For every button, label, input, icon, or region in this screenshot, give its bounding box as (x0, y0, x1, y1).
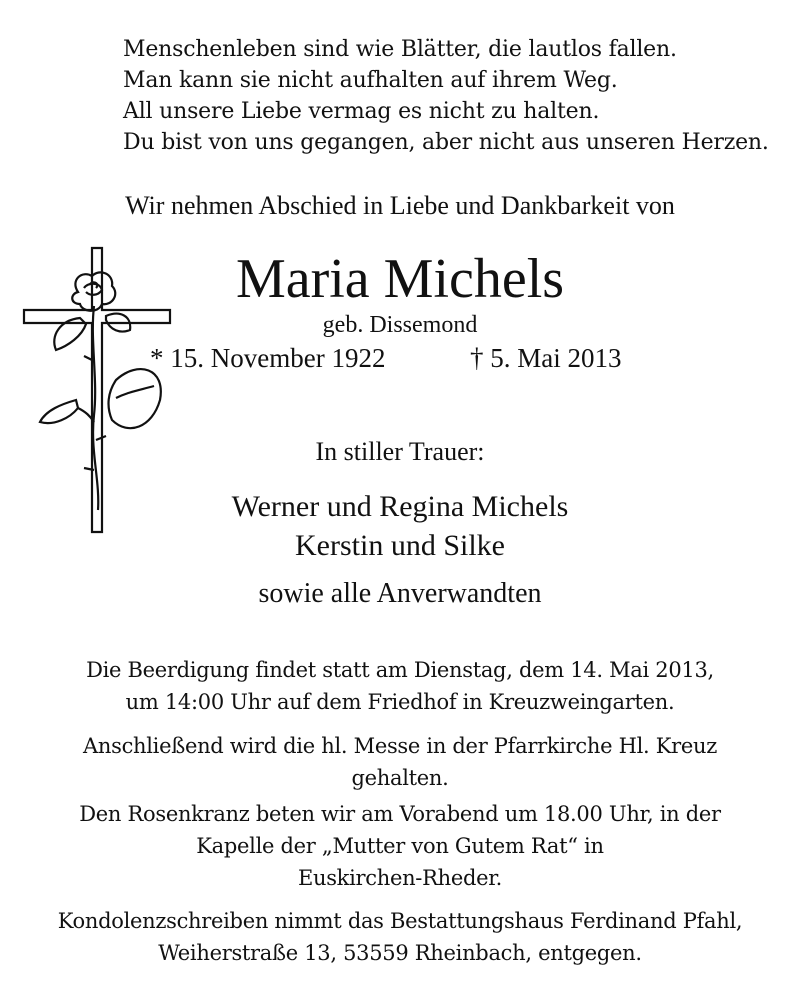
poem-line: All unsere Liebe vermag es nicht zu halten. (123, 99, 600, 124)
rosary-info (0, 798, 800, 894)
deceased-name: Maria Michels (235, 248, 565, 310)
mass-info-line: gehalten. (351, 766, 449, 790)
poem (123, 34, 769, 158)
relatives-line: sowie alle Anverwandten (258, 578, 542, 609)
rosary-info-line: Den Rosenkranz beten wir am Vorabend um 18.00 Uhr, in der (79, 802, 721, 826)
poem-line: Du bist von uns gegangen, aber nicht aus unseren Herzen. (123, 130, 769, 155)
family-line-1: Werner und Regina Michels (231, 490, 569, 523)
funeral-info-line: um 14:00 Uhr auf dem Friedhof in Kreuzweingarten. (125, 690, 675, 714)
condolence-info-line: Kondolenzschreiben nimmt das Bestattungshaus Ferdinand Pfahl, (57, 909, 743, 933)
poem-line: Man kann sie nicht aufhalten auf ihrem Weg. (123, 68, 618, 93)
funeral-info-line: Die Beerdigung findet statt am Dienstag, dem 14. Mai 2013, (86, 658, 714, 682)
birth-date: * 15. November 1922 (150, 343, 386, 373)
rosary-info-line: Kapelle der „Mutter von Gutem Rat“ in (196, 834, 604, 858)
mass-info (0, 730, 800, 794)
condolence-info-line: Weiherstraße 13, 53559 Rheinbach, entgegen. (158, 941, 642, 965)
family-line-2: Kerstin und Silke (295, 529, 505, 562)
funeral-info (0, 654, 800, 718)
mourning-heading: In stiller Trauer: (315, 437, 485, 466)
death-date: † 5. Mai 2013 (470, 343, 622, 373)
farewell-text: Wir nehmen Abschied in Liebe und Dankbarkeit von (125, 191, 675, 220)
rosary-info-line: Euskirchen-Rheder. (297, 866, 503, 890)
maiden-name: geb. Dissemond (322, 312, 478, 338)
mass-info-line: Anschließend wird die hl. Messe in der Pfarrkirche Hl. Kreuz (83, 734, 717, 758)
condolence-info (0, 905, 800, 969)
poem-line: Menschenleben sind wie Blätter, die lautlos fallen. (123, 37, 677, 62)
